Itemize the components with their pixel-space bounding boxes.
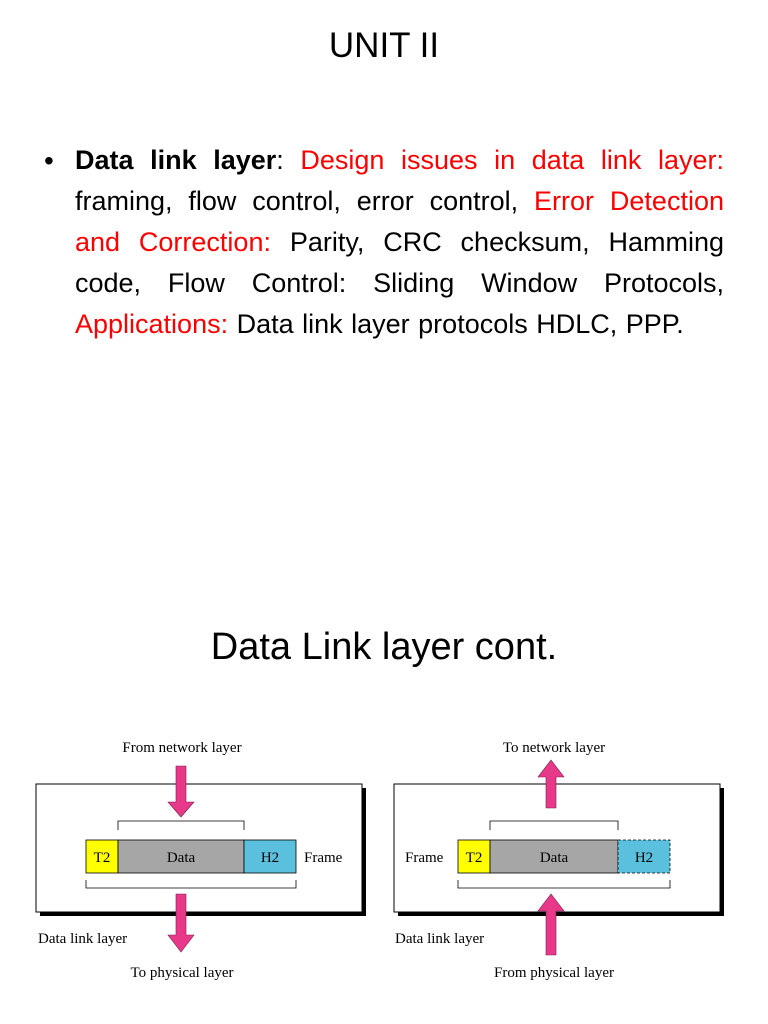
bullet-segment-colon: : [276,145,301,175]
slide-title: UNIT II [328,26,440,65]
bullet-text [75,140,724,345]
bullet-segment-protocols: Data link layer protocols HDLC, PPP. [228,309,684,339]
slide-data-link-layer-cont [0,512,768,1024]
bullet-segment-error-detection: Error Detection and Correction: [75,186,724,257]
receiver-diagram [388,722,728,997]
bullet-item [44,140,724,345]
trailer-label: T2 [93,850,111,866]
bullet-segment-term: Data link layer [75,145,277,175]
data-label: Data [539,850,569,866]
layer-label: Data link layer [395,931,485,947]
bullet-segment-applications: Applications: [75,309,229,339]
bullet-segment-parity: Parity, CRC checksum, Hamming code, Flow Control: Sliding Window Protocols, [75,227,724,298]
bullet-segment-framing: framing, flow control, error control, [75,186,535,216]
bottom-label: To physical layer [130,965,234,981]
header-label: H2 [634,850,654,866]
sender-diagram [30,722,370,997]
trailer-label: T2 [465,850,483,866]
bottom-label: From physical layer [494,965,614,981]
frame-label: Frame [304,850,343,866]
top-label: To network layer [502,740,606,756]
top-label: From network layer [122,740,242,756]
data-label: Data [166,850,196,866]
bullet-marker: • [44,145,54,176]
bullet-segment-design-issues: Design issues in data link layer: [300,145,724,175]
frame-label: Frame [405,850,444,866]
header-label: H2 [260,850,280,866]
layer-label: Data link layer [38,931,128,947]
slide-title: Data Link layer cont. [210,626,558,668]
